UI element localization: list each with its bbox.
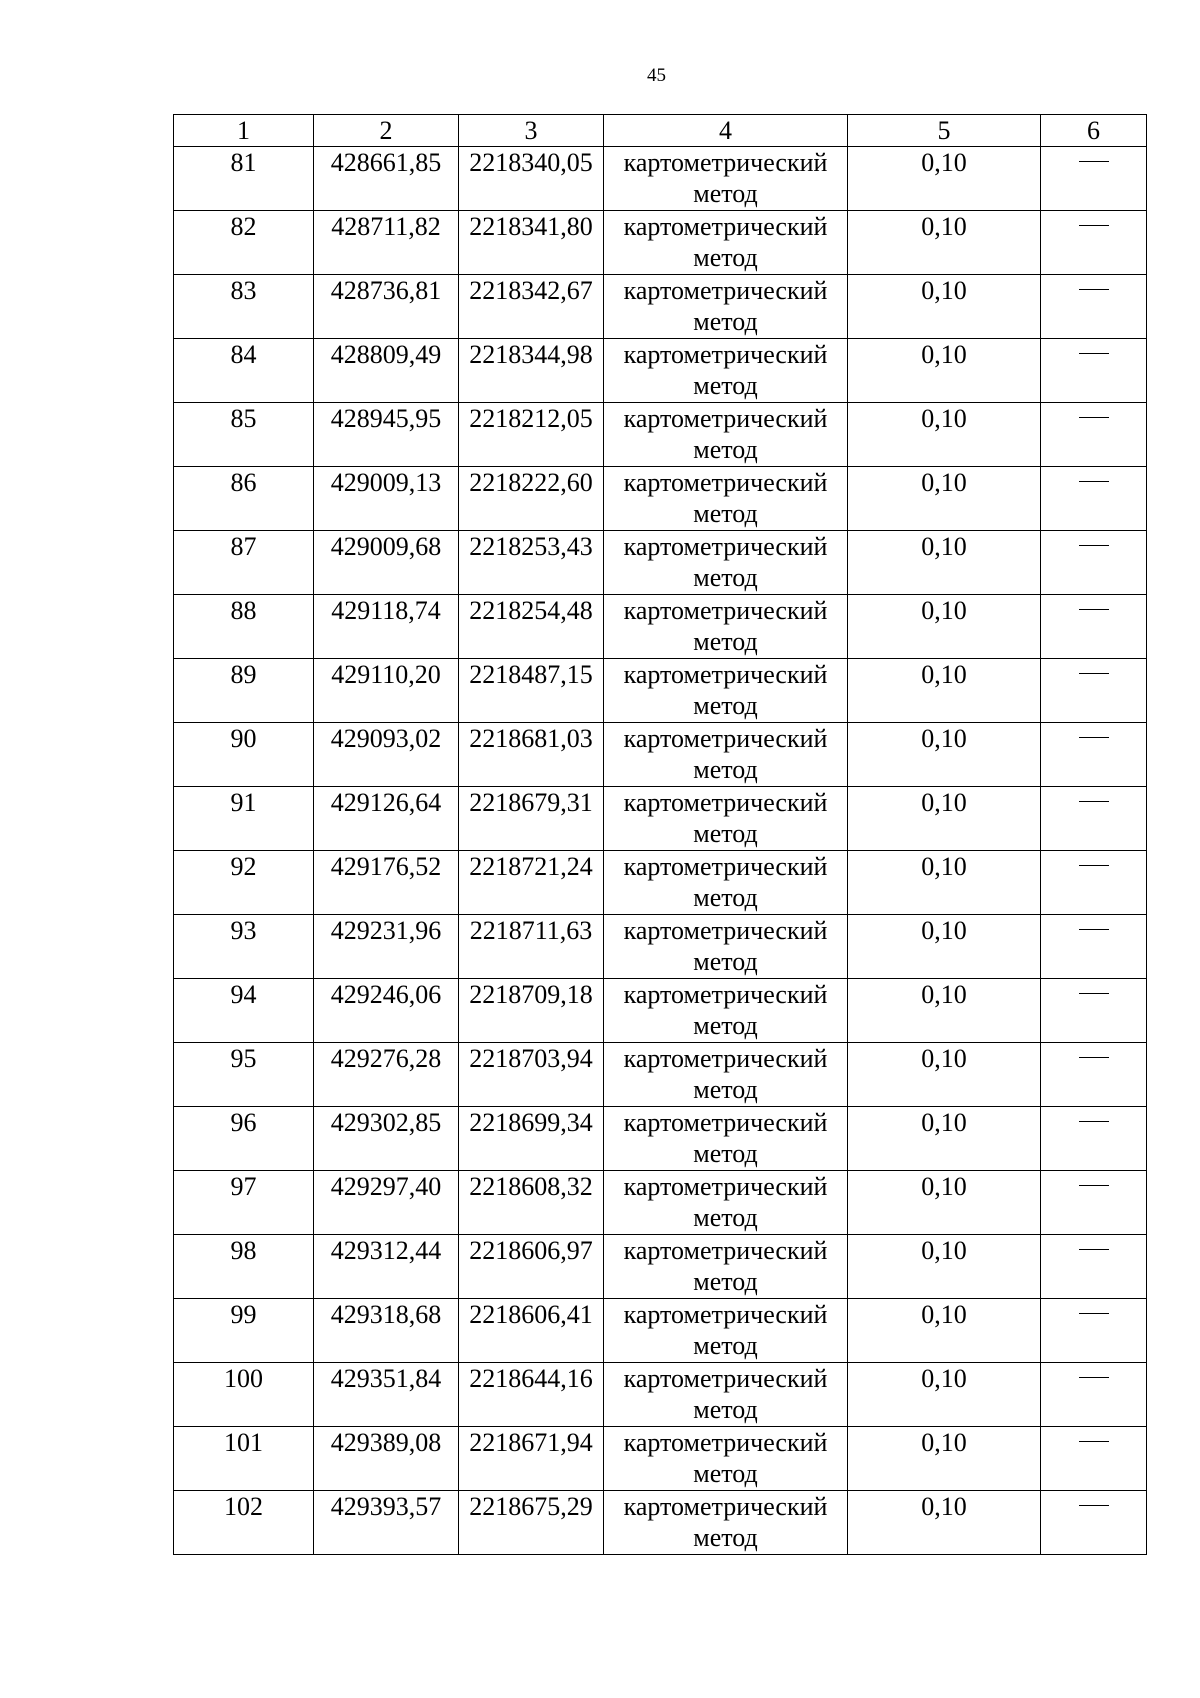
note-text [1109, 467, 1110, 468]
y-coordinate-cell: 2218487,15 [459, 659, 604, 723]
note-text [1109, 275, 1110, 276]
method-line-1: картометрический [623, 788, 828, 817]
accuracy-cell: 0,10 [848, 339, 1041, 403]
table-row [174, 1043, 1147, 1107]
method-line-1: картометрический [623, 660, 828, 689]
table-row [174, 595, 1147, 659]
note-text [1109, 1235, 1110, 1236]
note-text [1109, 787, 1110, 788]
method-line-1: картометрический [623, 340, 828, 369]
dash-mark [1079, 1057, 1109, 1058]
point-number-cell: 89 [174, 659, 314, 723]
note-cell [1041, 211, 1147, 275]
y-coordinate-cell: 2218253,43 [459, 531, 604, 595]
note-cell [1041, 659, 1147, 723]
note-cell [1041, 723, 1147, 787]
method-line-1: картометрический [623, 596, 828, 625]
y-coordinate-cell: 2218644,16 [459, 1363, 604, 1427]
point-number-cell: 83 [174, 275, 314, 339]
point-number-cell: 90 [174, 723, 314, 787]
point-number-cell: 88 [174, 595, 314, 659]
x-coordinate-cell: 429176,52 [314, 851, 459, 915]
method-line-1: картометрический [623, 852, 828, 881]
method-line-2: метод [693, 691, 758, 720]
table-row [174, 339, 1147, 403]
note-cell [1041, 147, 1147, 211]
note-text [1109, 211, 1110, 212]
note-cell [1041, 275, 1147, 339]
dash-mark [1079, 929, 1109, 930]
method-line-1: картометрический [623, 468, 828, 497]
x-coordinate-cell: 429009,13 [314, 467, 459, 531]
coordinates-table [173, 114, 1147, 1555]
x-coordinate-cell: 429318,68 [314, 1299, 459, 1363]
accuracy-cell: 0,10 [848, 1299, 1041, 1363]
method-cell [604, 787, 848, 851]
dash-mark [1079, 865, 1109, 866]
x-coordinate-cell: 429351,84 [314, 1363, 459, 1427]
point-number-cell: 91 [174, 787, 314, 851]
table-row [174, 979, 1147, 1043]
table-row [174, 1299, 1147, 1363]
note-cell [1041, 1043, 1147, 1107]
note-cell [1041, 531, 1147, 595]
table-row [174, 211, 1147, 275]
accuracy-cell: 0,10 [848, 531, 1041, 595]
method-line-1: картометрический [623, 1300, 828, 1329]
accuracy-cell: 0,10 [848, 211, 1041, 275]
note-text [1109, 147, 1110, 148]
method-line-2: метод [693, 307, 758, 336]
x-coordinate-cell: 429393,57 [314, 1491, 459, 1555]
method-line-2: метод [693, 947, 758, 976]
y-coordinate-cell: 2218681,03 [459, 723, 604, 787]
header-row [174, 115, 1147, 147]
note-cell [1041, 339, 1147, 403]
accuracy-cell: 0,10 [848, 1235, 1041, 1299]
dash-mark [1079, 737, 1109, 738]
method-line-2: метод [693, 1075, 758, 1104]
method-line-1: картометрический [623, 1236, 828, 1265]
accuracy-cell: 0,10 [848, 595, 1041, 659]
method-cell [604, 1491, 848, 1555]
header-cell: 6 [1041, 115, 1147, 147]
y-coordinate-cell: 2218679,31 [459, 787, 604, 851]
method-cell [604, 1043, 848, 1107]
note-cell [1041, 403, 1147, 467]
note-cell [1041, 1299, 1147, 1363]
y-coordinate-cell: 2218344,98 [459, 339, 604, 403]
note-text [1109, 1427, 1110, 1428]
y-coordinate-cell: 2218254,48 [459, 595, 604, 659]
dash-mark [1079, 993, 1109, 994]
dash-mark [1079, 1441, 1109, 1442]
table-row [174, 275, 1147, 339]
dash-mark [1079, 1377, 1109, 1378]
method-line-1: картометрический [623, 1172, 828, 1201]
note-text [1109, 1299, 1110, 1300]
point-number-cell: 98 [174, 1235, 314, 1299]
method-cell [604, 467, 848, 531]
header-cell: 5 [848, 115, 1041, 147]
method-line-2: метод [693, 1267, 758, 1296]
x-coordinate-cell: 429118,74 [314, 595, 459, 659]
method-cell [604, 531, 848, 595]
method-cell [604, 659, 848, 723]
method-line-1: картометрический [623, 404, 828, 433]
method-line-2: метод [693, 499, 758, 528]
dash-mark [1079, 225, 1109, 226]
point-number-cell: 92 [174, 851, 314, 915]
x-coordinate-cell: 429389,08 [314, 1427, 459, 1491]
method-line-2: метод [693, 563, 758, 592]
y-coordinate-cell: 2218341,80 [459, 211, 604, 275]
note-cell [1041, 1491, 1147, 1555]
accuracy-cell: 0,10 [848, 1491, 1041, 1555]
method-line-2: метод [693, 1459, 758, 1488]
method-cell [604, 1427, 848, 1491]
method-cell [604, 1363, 848, 1427]
y-coordinate-cell: 2218342,67 [459, 275, 604, 339]
dash-mark [1079, 1121, 1109, 1122]
note-cell [1041, 1363, 1147, 1427]
accuracy-cell: 0,10 [848, 851, 1041, 915]
method-line-1: картометрический [623, 1364, 828, 1393]
header-cell: 3 [459, 115, 604, 147]
accuracy-cell: 0,10 [848, 1107, 1041, 1171]
y-coordinate-cell: 2218721,24 [459, 851, 604, 915]
point-number-cell: 97 [174, 1171, 314, 1235]
x-coordinate-cell: 428711,82 [314, 211, 459, 275]
point-number-cell: 86 [174, 467, 314, 531]
method-line-2: метод [693, 1523, 758, 1552]
dash-mark [1079, 1185, 1109, 1186]
y-coordinate-cell: 2218671,94 [459, 1427, 604, 1491]
y-coordinate-cell: 2218709,18 [459, 979, 604, 1043]
dash-mark [1079, 481, 1109, 482]
y-coordinate-cell: 2218703,94 [459, 1043, 604, 1107]
y-coordinate-cell: 2218675,29 [459, 1491, 604, 1555]
header-cell: 1 [174, 115, 314, 147]
dash-mark [1079, 545, 1109, 546]
method-cell [604, 1107, 848, 1171]
x-coordinate-cell: 429231,96 [314, 915, 459, 979]
note-cell [1041, 595, 1147, 659]
x-coordinate-cell: 429276,28 [314, 1043, 459, 1107]
table-row [174, 723, 1147, 787]
table-row [174, 403, 1147, 467]
dash-mark [1079, 1505, 1109, 1506]
note-cell [1041, 1427, 1147, 1491]
accuracy-cell: 0,10 [848, 1171, 1041, 1235]
x-coordinate-cell: 428661,85 [314, 147, 459, 211]
accuracy-cell: 0,10 [848, 403, 1041, 467]
table-row [174, 1363, 1147, 1427]
method-line-2: метод [693, 1331, 758, 1360]
accuracy-cell: 0,10 [848, 1043, 1041, 1107]
note-cell [1041, 1107, 1147, 1171]
method-line-1: картометрический [623, 1428, 828, 1457]
method-cell [604, 147, 848, 211]
y-coordinate-cell: 2218606,97 [459, 1235, 604, 1299]
note-cell [1041, 915, 1147, 979]
table-row [174, 851, 1147, 915]
method-line-1: картометрический [623, 916, 828, 945]
point-number-cell: 101 [174, 1427, 314, 1491]
point-number-cell: 99 [174, 1299, 314, 1363]
accuracy-cell: 0,10 [848, 1427, 1041, 1491]
method-line-2: метод [693, 243, 758, 272]
table-row [174, 1491, 1147, 1555]
method-line-2: метод [693, 435, 758, 464]
method-cell [604, 339, 848, 403]
method-line-2: метод [693, 1203, 758, 1232]
accuracy-cell: 0,10 [848, 723, 1041, 787]
header-cell: 2 [314, 115, 459, 147]
table-row [174, 1235, 1147, 1299]
y-coordinate-cell: 2218699,34 [459, 1107, 604, 1171]
method-cell [604, 915, 848, 979]
x-coordinate-cell: 429312,44 [314, 1235, 459, 1299]
accuracy-cell: 0,10 [848, 275, 1041, 339]
table-row [174, 659, 1147, 723]
method-line-1: картометрический [623, 1044, 828, 1073]
table-row [174, 467, 1147, 531]
table-row [174, 787, 1147, 851]
note-text [1109, 1043, 1110, 1044]
method-cell [604, 275, 848, 339]
method-cell [604, 1235, 848, 1299]
note-cell [1041, 1171, 1147, 1235]
point-number-cell: 94 [174, 979, 314, 1043]
note-text [1109, 723, 1110, 724]
dash-mark [1079, 289, 1109, 290]
point-number-cell: 85 [174, 403, 314, 467]
note-cell [1041, 787, 1147, 851]
method-line-2: метод [693, 1139, 758, 1168]
accuracy-cell: 0,10 [848, 659, 1041, 723]
method-line-2: метод [693, 755, 758, 784]
x-coordinate-cell: 429093,02 [314, 723, 459, 787]
method-line-1: картометрический [623, 1108, 828, 1137]
method-cell [604, 1299, 848, 1363]
dash-mark [1079, 353, 1109, 354]
accuracy-cell: 0,10 [848, 1363, 1041, 1427]
method-line-1: картометрический [623, 212, 828, 241]
note-text [1109, 531, 1110, 532]
dash-mark [1079, 801, 1109, 802]
x-coordinate-cell: 429126,64 [314, 787, 459, 851]
x-coordinate-cell: 429246,06 [314, 979, 459, 1043]
method-cell [604, 595, 848, 659]
method-cell [604, 211, 848, 275]
x-coordinate-cell: 428809,49 [314, 339, 459, 403]
note-cell [1041, 1235, 1147, 1299]
x-coordinate-cell: 428736,81 [314, 275, 459, 339]
method-line-2: метод [693, 371, 758, 400]
table-row [174, 915, 1147, 979]
point-number-cell: 82 [174, 211, 314, 275]
accuracy-cell: 0,10 [848, 915, 1041, 979]
note-text [1109, 851, 1110, 852]
method-cell [604, 1171, 848, 1235]
point-number-cell: 102 [174, 1491, 314, 1555]
method-line-2: метод [693, 627, 758, 656]
accuracy-cell: 0,10 [848, 979, 1041, 1043]
method-line-2: метод [693, 819, 758, 848]
table-body [174, 115, 1147, 1555]
y-coordinate-cell: 2218711,63 [459, 915, 604, 979]
y-coordinate-cell: 2218608,32 [459, 1171, 604, 1235]
method-line-1: картометрический [623, 148, 828, 177]
method-line-1: картометрический [623, 724, 828, 753]
note-text [1109, 595, 1110, 596]
point-number-cell: 93 [174, 915, 314, 979]
point-number-cell: 87 [174, 531, 314, 595]
dash-mark [1079, 417, 1109, 418]
method-line-1: картометрический [623, 532, 828, 561]
header-cell: 4 [604, 115, 848, 147]
x-coordinate-cell: 429110,20 [314, 659, 459, 723]
dash-mark [1079, 161, 1109, 162]
x-coordinate-cell: 429009,68 [314, 531, 459, 595]
note-text [1109, 1107, 1110, 1108]
method-line-1: картометрический [623, 276, 828, 305]
y-coordinate-cell: 2218212,05 [459, 403, 604, 467]
note-cell [1041, 979, 1147, 1043]
note-text [1109, 659, 1110, 660]
point-number-cell: 84 [174, 339, 314, 403]
y-coordinate-cell: 2218340,05 [459, 147, 604, 211]
note-text [1109, 1363, 1110, 1364]
note-text [1109, 915, 1110, 916]
x-coordinate-cell: 428945,95 [314, 403, 459, 467]
table-row [174, 1107, 1147, 1171]
x-coordinate-cell: 429302,85 [314, 1107, 459, 1171]
dash-mark [1079, 1313, 1109, 1314]
note-text [1109, 1491, 1110, 1492]
method-line-2: метод [693, 179, 758, 208]
table-row [174, 1427, 1147, 1491]
note-text [1109, 339, 1110, 340]
method-line-1: картометрический [623, 1492, 828, 1521]
accuracy-cell: 0,10 [848, 787, 1041, 851]
note-cell [1041, 851, 1147, 915]
method-line-2: метод [693, 883, 758, 912]
table-row [174, 531, 1147, 595]
note-text [1109, 403, 1110, 404]
method-line-2: метод [693, 1395, 758, 1424]
note-cell [1041, 467, 1147, 531]
point-number-cell: 81 [174, 147, 314, 211]
note-text [1109, 1171, 1110, 1172]
y-coordinate-cell: 2218606,41 [459, 1299, 604, 1363]
method-cell [604, 723, 848, 787]
point-number-cell: 96 [174, 1107, 314, 1171]
table-row [174, 147, 1147, 211]
accuracy-cell: 0,10 [848, 147, 1041, 211]
method-cell [604, 403, 848, 467]
dash-mark [1079, 673, 1109, 674]
point-number-cell: 100 [174, 1363, 314, 1427]
dash-mark [1079, 609, 1109, 610]
page-number: 45 [647, 65, 666, 86]
y-coordinate-cell: 2218222,60 [459, 467, 604, 531]
accuracy-cell: 0,10 [848, 467, 1041, 531]
method-line-1: картометрический [623, 980, 828, 1009]
table-row [174, 1171, 1147, 1235]
dash-mark [1079, 1249, 1109, 1250]
method-cell [604, 851, 848, 915]
x-coordinate-cell: 429297,40 [314, 1171, 459, 1235]
method-cell [604, 979, 848, 1043]
point-number-cell: 95 [174, 1043, 314, 1107]
note-text [1109, 979, 1110, 980]
method-line-2: метод [693, 1011, 758, 1040]
